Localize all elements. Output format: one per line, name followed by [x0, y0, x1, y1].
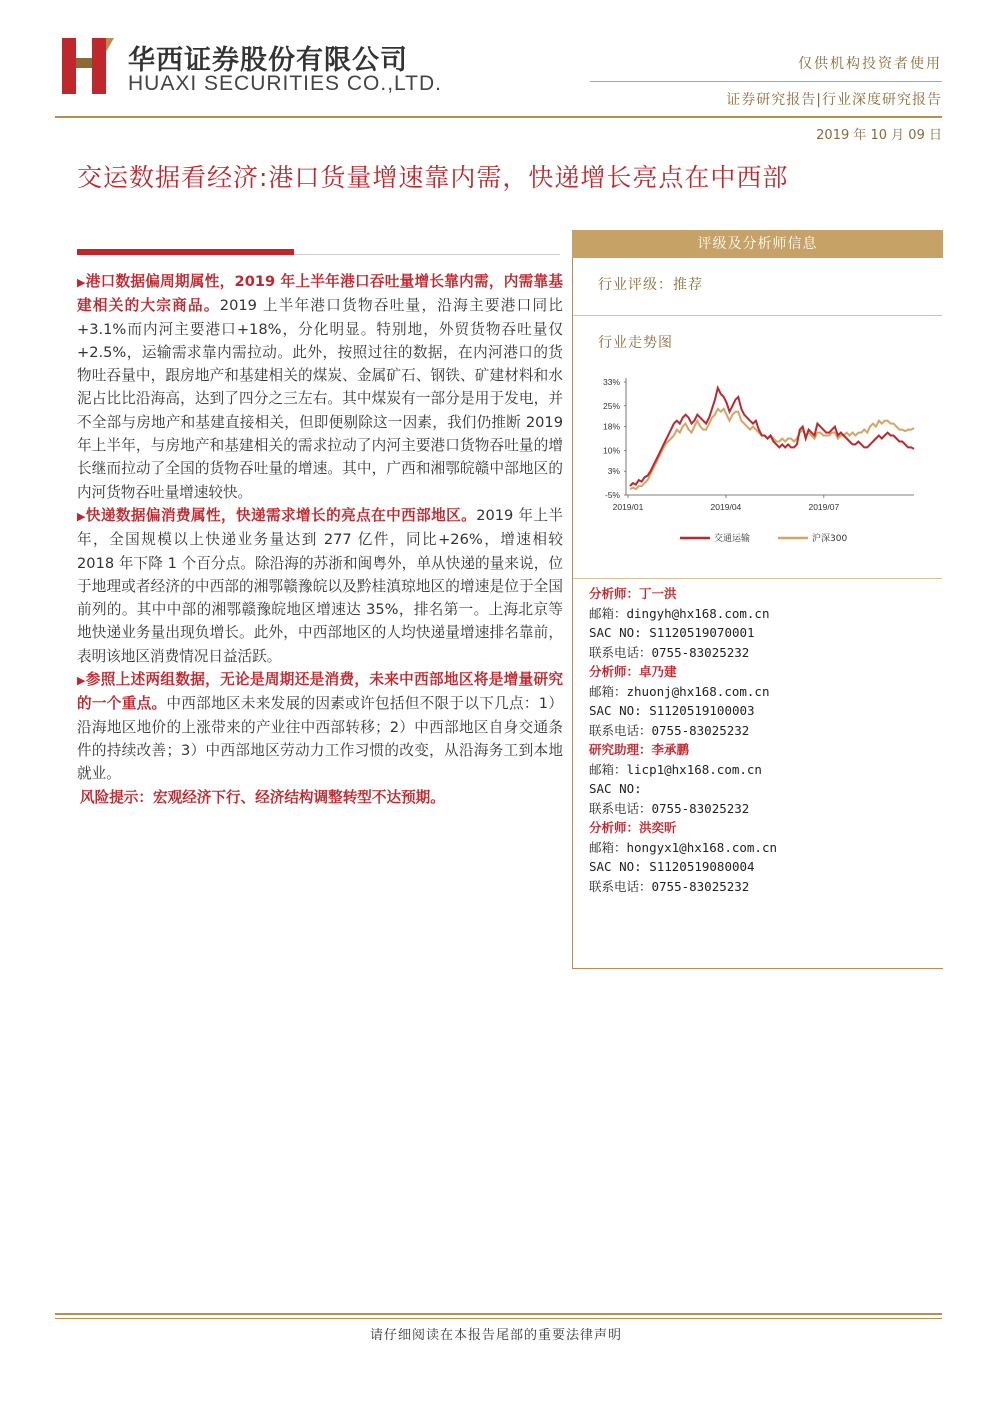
analyst-detail: SAC NO: [589, 781, 642, 796]
report-title: 交运数据看经济:港口货量增速靠内需，快递增长亮点在中西部 [77, 163, 789, 192]
analyst-detail: 邮箱：dingyh@hx168.com.cn [589, 605, 770, 621]
analyst-detail: SAC NO: S1120519080004 [589, 859, 755, 874]
bullet-icon: ▶ [77, 276, 86, 289]
analyst-name: 分析师：卓乃建 [589, 664, 677, 679]
summary-highlight: 参照上述两组数据，无论是周期还是消费，未来中西部地区将是增量研究的一个重点。 [77, 671, 563, 713]
header-rule [55, 116, 942, 118]
y-tick-label: 33% [602, 377, 620, 387]
company-name-cn: 华西证券股份有限公司 [128, 45, 408, 76]
x-tick-label: 2019/01 [612, 502, 644, 512]
summary-accent-bar [77, 249, 294, 255]
legend-label: 沪深300 [812, 534, 848, 544]
trend-chart-svg [592, 370, 932, 555]
summary-rule [294, 254, 560, 255]
company-logo-icon [62, 38, 114, 94]
y-tick-label: -5% [604, 490, 620, 500]
summary-paragraph [77, 668, 563, 785]
y-tick-label: 10% [602, 445, 620, 456]
trend-chart [592, 370, 932, 555]
y-tick-label: 25% [602, 400, 620, 411]
x-tick-label: 2019/04 [710, 502, 742, 512]
report-date: 2019 年 10 月 09 日 [816, 128, 942, 143]
legal-notice: 请仔细阅读在本报告尾部的重要法律声明 [369, 1328, 622, 1343]
bullet-icon: ▶ [77, 509, 86, 523]
analyst-list [589, 584, 777, 896]
report-category: 证券研究报告|行业深度研究报告 [726, 92, 942, 108]
legend-label: 交通运输 [714, 534, 751, 544]
analyst-detail: 邮箱：licp1@hx168.com.cn [589, 761, 762, 777]
analyst-detail: 联系电话：0755-83025232 [589, 878, 750, 894]
analyst-detail: 邮箱：hongyx1@hx168.com.cn [589, 839, 778, 855]
panel-header: 评级及分析师信息 [572, 230, 943, 258]
bullet-icon: ▶ [77, 674, 86, 688]
analyst-detail: 联系电话：0755-83025232 [589, 722, 750, 738]
analyst-detail: 联系电话：0755-83025232 [589, 800, 750, 816]
summary-paragraph [77, 270, 563, 504]
footer-rule [55, 1318, 942, 1319]
footer-rule [55, 1313, 942, 1315]
summary-text: 2019 年上半年，全国规模以上快递业务量达到 277 亿件，同比+26%，增速相较 2018 年下降 1 个百分点。除沿海的苏浙和闽粤外，单从快递的量来说，位于地理或者经济的中西部的湘鄂赣豫皖以及黔桂滇琼地区的增速是位于全国前列的。其中中部的湘鄂赣豫皖地区增速达 35%，排名第一。上海北京等地快递业务量出现负增长。此外，中西部地区的人均快递量增速排名靠前，表明该地区消费情况日益活跃。 [77, 506, 563, 665]
series-line-csi300 [630, 409, 914, 489]
analyst-detail: 邮箱：zhuonj@hx168.com.cn [589, 683, 770, 699]
risk-warning: 风险提示：宏观经济下行、经济结构调整转型不达预期。 [80, 788, 445, 806]
industry-rating: 行业评级：推荐 [598, 277, 703, 293]
header-divider [590, 81, 942, 82]
trend-chart-title: 行业走势图 [598, 335, 673, 351]
analyst-name: 研究助理：李承鹏 [589, 742, 690, 757]
summary-body [77, 270, 563, 809]
analyst-name: 分析师：丁一洪 [589, 586, 677, 601]
y-tick-label: 3% [607, 466, 620, 477]
company-name-en: HUAXI SECURITIES CO.,LTD. [128, 72, 442, 95]
y-tick-label: 18% [602, 421, 620, 432]
summary-text: 中西部地区未来发展的因素或许包括但不限于以下几点：1）沿海地区地价的上涨带来的产业往中西部转移；2）中西部地区自身交通条件的持续改善；3）中西部地区劳动力工作习惯的改变，从沿海务工到本地就业。 [77, 695, 563, 783]
audience-note: 仅供机构投资者使用 [798, 56, 942, 72]
summary-highlight: 快递数据偏消费属性，快递需求增长的亮点在中西部地区。 [85, 506, 477, 524]
analyst-detail: SAC NO: S1120519070001 [589, 625, 755, 640]
x-tick-label: 2019/07 [808, 502, 840, 512]
summary-text: 2019 上半年港口货物吞吐量，沿海主要港口同比+3.1%而内河主要港口+18%，分化明显。特别地，外贸货物吞吐量仅+2.5%，运输需求靠内需拉动。此外，按照过往的数据，在内河港口的货物吐吞量中，跟房地产和基建相关的煤炭、金属矿石、钢铁、矿建材料和水泥占比比沿海高，达到了四分之三左右。其中煤炭有一部分是用于发电，并不全部与房地产和基建直接相关，但即便剔除这一因素，我们仍推断 2019 年上半年，与房地产和基建相关的需求拉动了内河主要港口货物吞吐量的增长继而拉动了全国的货物吞吐量的增速。其中，广西和湘鄂皖赣中部地区的内河货物吞吐量增速较快。 [77, 297, 563, 501]
analyst-detail: SAC NO: S1120519100003 [589, 703, 755, 718]
analyst-detail: 联系电话：0755-83025232 [589, 644, 750, 660]
panel-divider [573, 578, 942, 579]
panel-divider [573, 315, 942, 316]
summary-paragraph [77, 504, 563, 668]
summary-highlight: 港口数据偏周期属性，2019 年上半年港口吞吐量增长靠内需，内需靠基建相关的大宗商品。 [77, 273, 563, 315]
analyst-name: 分析师：洪奕昕 [589, 820, 677, 835]
